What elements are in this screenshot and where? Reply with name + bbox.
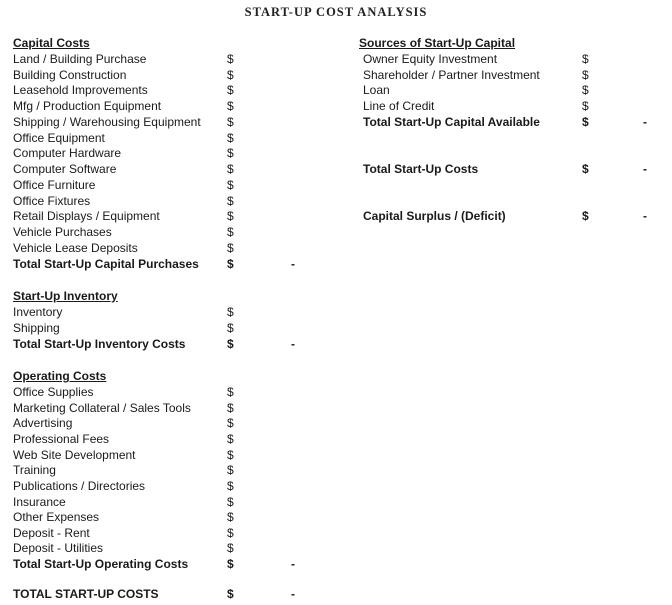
currency-symbol: $ [227, 557, 234, 571]
line-item-label: Shareholder / Partner Investment [363, 68, 540, 82]
currency-symbol: $ [227, 401, 234, 415]
line-item-label: Retail Displays / Equipment [13, 209, 160, 223]
currency-symbol: $ [227, 194, 234, 208]
currency-symbol: $ [227, 99, 234, 113]
total-value: - [643, 115, 647, 129]
currency-symbol: $ [227, 241, 234, 255]
currency-symbol: $ [227, 68, 234, 82]
currency-symbol: $ [227, 526, 234, 540]
total-value: - [291, 557, 295, 571]
currency-symbol: $ [227, 305, 234, 319]
total-label: Total Start-Up Capital Available [363, 115, 540, 129]
section-heading-inventory: Start-Up Inventory [13, 289, 118, 303]
line-item-label: Other Expenses [13, 510, 100, 524]
line-item-label: Line of Credit [363, 99, 435, 113]
line-item-label: Shipping [13, 321, 60, 335]
line-item-label: Professional Fees [13, 432, 110, 446]
currency-symbol: $ [582, 115, 589, 129]
currency-symbol: $ [227, 209, 234, 223]
line-item-label: Mfg / Production Equipment [13, 99, 162, 113]
currency-symbol: $ [227, 52, 234, 66]
currency-symbol: $ [227, 257, 234, 271]
currency-symbol: $ [227, 479, 234, 493]
line-item-label: Office Furniture [13, 178, 96, 192]
line-item-label: Office Fixtures [13, 194, 91, 208]
summary-value: - [643, 209, 647, 223]
currency-symbol: $ [227, 587, 234, 601]
currency-symbol: $ [582, 68, 589, 82]
currency-symbol: $ [227, 162, 234, 176]
currency-symbol: $ [227, 385, 234, 399]
line-item-label: Loan [363, 83, 390, 97]
line-item-label: Owner Equity Investment [363, 52, 498, 66]
currency-symbol: $ [227, 321, 234, 335]
total-value: - [291, 337, 295, 351]
currency-symbol: $ [227, 416, 234, 430]
line-item-label: Deposit - Utilities [13, 541, 104, 555]
line-item-label: Training [13, 463, 56, 477]
line-item-label: Vehicle Purchases [13, 225, 112, 239]
line-item-label: Building Construction [13, 68, 127, 82]
summary-label: Total Start-Up Costs [363, 162, 479, 176]
currency-symbol: $ [227, 225, 234, 239]
summary-label: Capital Surplus / (Deficit) [363, 209, 506, 223]
currency-symbol: $ [227, 146, 234, 160]
currency-symbol: $ [227, 463, 234, 477]
total-label: Total Start-Up Capital Purchases [13, 257, 199, 271]
line-item-label: Shipping / Warehousing Equipment [13, 115, 201, 129]
page-title: START-UP COST ANALYSIS [244, 5, 428, 19]
line-item-label: Office Supplies [13, 385, 94, 399]
line-item-label: Inventory [13, 305, 63, 319]
currency-symbol: $ [227, 131, 234, 145]
currency-symbol: $ [582, 209, 589, 223]
section-heading-sources: Sources of Start-Up Capital [359, 36, 516, 50]
grand-total-value: - [291, 587, 295, 601]
line-item-label: Computer Hardware [13, 146, 122, 160]
total-value: - [291, 257, 295, 271]
grand-total-label: TOTAL START-UP COSTS [13, 587, 159, 601]
currency-symbol: $ [582, 162, 589, 176]
currency-symbol: $ [227, 115, 234, 129]
currency-symbol: $ [227, 432, 234, 446]
currency-symbol: $ [227, 448, 234, 462]
line-item-label: Land / Building Purchase [13, 52, 147, 66]
currency-symbol: $ [582, 99, 589, 113]
line-item-label: Web Site Development [13, 448, 136, 462]
line-item-label: Advertising [13, 416, 73, 430]
currency-symbol: $ [227, 178, 234, 192]
line-item-label: Vehicle Lease Deposits [13, 241, 138, 255]
line-item-label: Publications / Directories [13, 479, 146, 493]
section-heading-capital-costs: Capital Costs [13, 36, 90, 50]
line-item-label: Insurance [13, 495, 66, 509]
currency-symbol: $ [227, 510, 234, 524]
currency-symbol: $ [227, 495, 234, 509]
section-heading-operating-costs: Operating Costs [13, 369, 107, 383]
line-item-label: Leasehold Improvements [13, 83, 148, 97]
summary-value: - [643, 162, 647, 176]
currency-symbol: $ [227, 541, 234, 555]
currency-symbol: $ [582, 83, 589, 97]
total-label: Total Start-Up Operating Costs [13, 557, 189, 571]
line-item-label: Marketing Collateral / Sales Tools [13, 401, 191, 415]
currency-symbol: $ [582, 52, 589, 66]
line-item-label: Computer Software [13, 162, 117, 176]
currency-symbol: $ [227, 337, 234, 351]
total-label: Total Start-Up Inventory Costs [13, 337, 186, 351]
line-item-label: Office Equipment [13, 131, 105, 145]
currency-symbol: $ [227, 83, 234, 97]
line-item-label: Deposit - Rent [13, 526, 90, 540]
